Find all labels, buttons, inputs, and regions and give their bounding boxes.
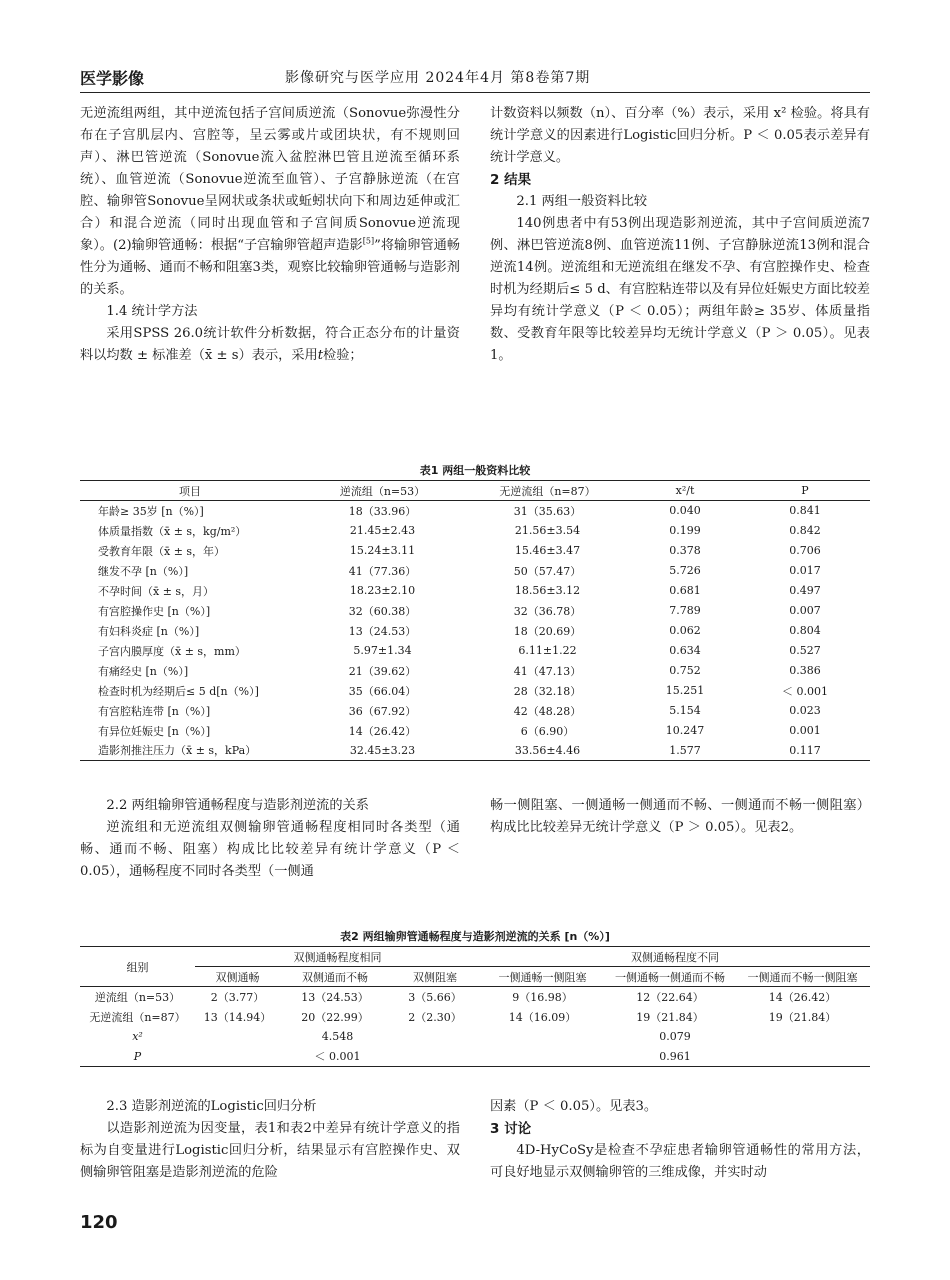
table-row: 年龄≥ 35岁 [n（%）] 18（33.96） 31（35.63） 0.040 0.841 bbox=[98, 504, 821, 518]
paragraph-reflux-definition: 无逆流组两组，其中逆流包括子宫间质逆流（Sonovue弥漫性分布在子宫肌层内、宫腔等，呈云雾或片或团块状，有不规则回声）、淋巴管逆流（Sonovue流入盆腔淋巴管且逆流至循环系统）、血管逆流（Sonovue逆流至血管）、子宫静脉逆流（在宫腔、输卵管Sonovue呈网状或条状或蚯蚓状向下和周边延伸或汇合）和混合逆流（同时出现血管和子宫间质Sonovue逆流现象）。(2)输卵管通畅：根据“子宫输卵管超声造影[5]”将输卵管通畅性分为通畅、通而不畅和阻塞3类，观察比较输卵管通畅与造影剂的关系。 bbox=[80, 106, 460, 297]
table2-group-label: 组别 bbox=[126, 960, 149, 974]
table2-group-same: 双侧通畅程度相同 bbox=[195, 947, 480, 967]
table-row: 有痛经史 [n（%）] 21（39.62） 41（47.13） 0.752 0.386 bbox=[98, 664, 821, 678]
table1-header-cell: 无逆流组（n=87） bbox=[499, 484, 596, 498]
table-row: 子宫内膜厚度（x̄ ± s，mm） 5.97±1.34 6.11±1.22 0.634 0.527 bbox=[98, 644, 821, 658]
table2-header-row-1 bbox=[80, 947, 870, 967]
table-row: 检查时机为经期后≤ 5 d[n（%）] 35（66.04） 28（32.18） 15.251 ＜ 0.001 bbox=[98, 684, 828, 698]
table1-header-cell: x²/t bbox=[675, 484, 695, 497]
table-row: 有宫腔粘连带 [n（%）] 36（67.92） 42（48.28） 5.154 0.023 bbox=[98, 704, 821, 718]
table1 bbox=[80, 462, 870, 761]
paragraph-statistics-cont: 计数资料以频数（n）、百分率（%）表示，采用 x² 检验。将具有统计学意义的因素进行Logistic回归分析。P ＜ 0.05表示差异有统计学意义。 bbox=[490, 106, 870, 165]
table-row: 有异位妊娠史 [n（%）] 14（26.42） 6（6.90） 10.247 0.001 bbox=[98, 724, 821, 738]
table2-grid bbox=[80, 946, 870, 1067]
table1-header-cell: P bbox=[801, 484, 809, 497]
table1-header-cell: 项目 bbox=[179, 484, 201, 498]
table-row: 继发不孕 [n（%）] 41（77.36） 50（57.47） 5.726 0.017 bbox=[98, 564, 821, 578]
running-header bbox=[80, 66, 870, 88]
table-row: 逆流组（n=53） 2（3.77） 13（24.53） 3（5.66） 9（16.98） 12（22.64） 14（26.42） bbox=[94, 990, 837, 1004]
left-column-section2 bbox=[80, 795, 460, 883]
paragraph-patency-comparison-cont: 畅一侧阻塞、一侧通畅一侧通而不畅、一侧通而不畅一侧阻塞）构成比比较差异无统计学意义（P ＞ 0.05）。见表2。 bbox=[490, 798, 870, 835]
right-column-section2 bbox=[490, 795, 870, 839]
table-row: 有妇科炎症 [n（%）] 13（24.53） 18（20.69） 0.062 0.804 bbox=[98, 624, 821, 638]
table2-header-row-2 bbox=[80, 967, 870, 987]
table2-subheader: 双侧通而不畅 bbox=[302, 970, 368, 984]
table2-subheader: 双侧通畅 bbox=[215, 970, 260, 984]
page-number: 120 bbox=[80, 1212, 118, 1233]
table-row: 有宫腔操作史 [n（%）] 32（60.38） 32（36.78） 7.789 0.007 bbox=[98, 604, 821, 618]
table2-subheader: 一侧通畅一侧通而不畅 bbox=[615, 970, 725, 984]
left-column-section3 bbox=[80, 1096, 460, 1184]
subheading-2-2: 2.2 两组输卵管通畅程度与造影剂逆流的关系 bbox=[106, 798, 369, 813]
table2-subheader: 双侧阻塞 bbox=[413, 970, 457, 984]
paragraph-statistics: 采用SPSS 26.0统计软件分析数据，符合正态分布的计量资料以均数 ± 标准差（x̄ ± s）表示，采用t检验； bbox=[80, 326, 460, 363]
table2-title: 表2 两组输卵管通畅程度与造影剂逆流的关系 [n（%）] bbox=[340, 930, 610, 943]
paragraph-discussion: 4D-HyCoSy是检查不孕症患者输卵管通畅性的常用方法，可良好地显示双侧输卵管的三维成像，并实时动 bbox=[490, 1143, 870, 1180]
table-row: 受教育年限（x̄ ± s，年） 15.24±3.11 15.46±3.47 0.378 0.706 bbox=[98, 544, 821, 558]
table1-grid bbox=[80, 480, 870, 761]
table2-chi-row: x² 4.548 0.079 bbox=[132, 1030, 691, 1043]
header-rule bbox=[80, 92, 870, 93]
journal-issue-info: 影像研究与医学应用 2024年4月 第8卷第7期 bbox=[285, 70, 591, 86]
reference-mark: [5] bbox=[362, 236, 375, 246]
left-column-section1 bbox=[80, 103, 460, 367]
table1-title: 表1 两组一般资料比较 bbox=[419, 464, 531, 477]
table-row: 造影剂推注压力（x̄ ± s，kPa） 32.45±3.23 33.56±4.46 1.577 0.117 bbox=[98, 743, 821, 758]
table2-p-row: P ＜ 0.001 0.961 bbox=[133, 1049, 691, 1064]
subheading-2-3: 2.3 造影剂逆流的Logistic回归分析 bbox=[106, 1099, 317, 1114]
subheading-1-4: 1.4 统计学方法 bbox=[106, 304, 198, 319]
table1-header-row bbox=[80, 481, 870, 501]
table-row: 体质量指数（x̄ ± s，kg/m²） 21.45±2.43 21.56±3.54 0.199 0.842 bbox=[98, 524, 821, 538]
table2-group-diff: 双侧通畅程度不同 bbox=[480, 947, 870, 967]
table2 bbox=[80, 928, 870, 1067]
journal-section-title: 医学影像 bbox=[80, 69, 145, 88]
heading-results: 2 结果 bbox=[490, 172, 532, 188]
subheading-2-1: 2.1 两组一般资料比较 bbox=[516, 194, 648, 209]
paragraph-logistic: 以造影剂逆流为因变量，表1和表2中差异有统计学意义的指标为自变量进行Logistic回归分析，结果显示有宫腔操作史、双侧输卵管阻塞是造影剂逆流的危险 bbox=[80, 1121, 460, 1180]
heading-discussion: 3 讨论 bbox=[490, 1121, 532, 1137]
paragraph-logistic-cont: 因素（P ＜ 0.05）。见表3。 bbox=[490, 1099, 658, 1114]
table2-subheader: 一侧通而不畅一侧阻塞 bbox=[747, 970, 858, 984]
right-column-section3 bbox=[490, 1096, 870, 1184]
right-column-section1 bbox=[490, 103, 870, 367]
table-row: 不孕时间（x̄ ± s，月） 18.23±2.10 18.56±3.12 0.681 0.497 bbox=[98, 584, 821, 598]
table1-header-cell: 逆流组（n=53） bbox=[339, 484, 426, 498]
paragraph-general-comparison: 140例患者中有53例出现造影剂逆流，其中子宫间质逆流7例、淋巴管逆流8例、血管逆流11例、子宫静脉逆流13例和混合逆流14例。逆流组和无逆流组在继发不孕、有宫腔操作史、检查时机为经期后≤ 5 d、有宫腔粘连带以及有异位妊娠史方面比较差异均有统计学意义（P ＜ 0.05）；两组年龄≥ 35岁、体质量指数、受教育年限等比较差异均无统计学意义（P ＞ 0.05）。见表1。 bbox=[490, 216, 870, 363]
table-row: 无逆流组（n=87） 13（14.94） 20（22.99） 2（2.30） 14（16.09） 19（21.84） 19（21.84） bbox=[89, 1010, 837, 1024]
paragraph-patency-comparison: 逆流组和无逆流组双侧输卵管通畅程度相同时各类型（通畅、通而不畅、阻塞）构成比比较差异有统计学意义（P ＜ 0.05），通畅程度不同时各类型（一侧通 bbox=[80, 820, 460, 879]
table2-subheader: 一侧通畅一侧阻塞 bbox=[498, 970, 587, 984]
